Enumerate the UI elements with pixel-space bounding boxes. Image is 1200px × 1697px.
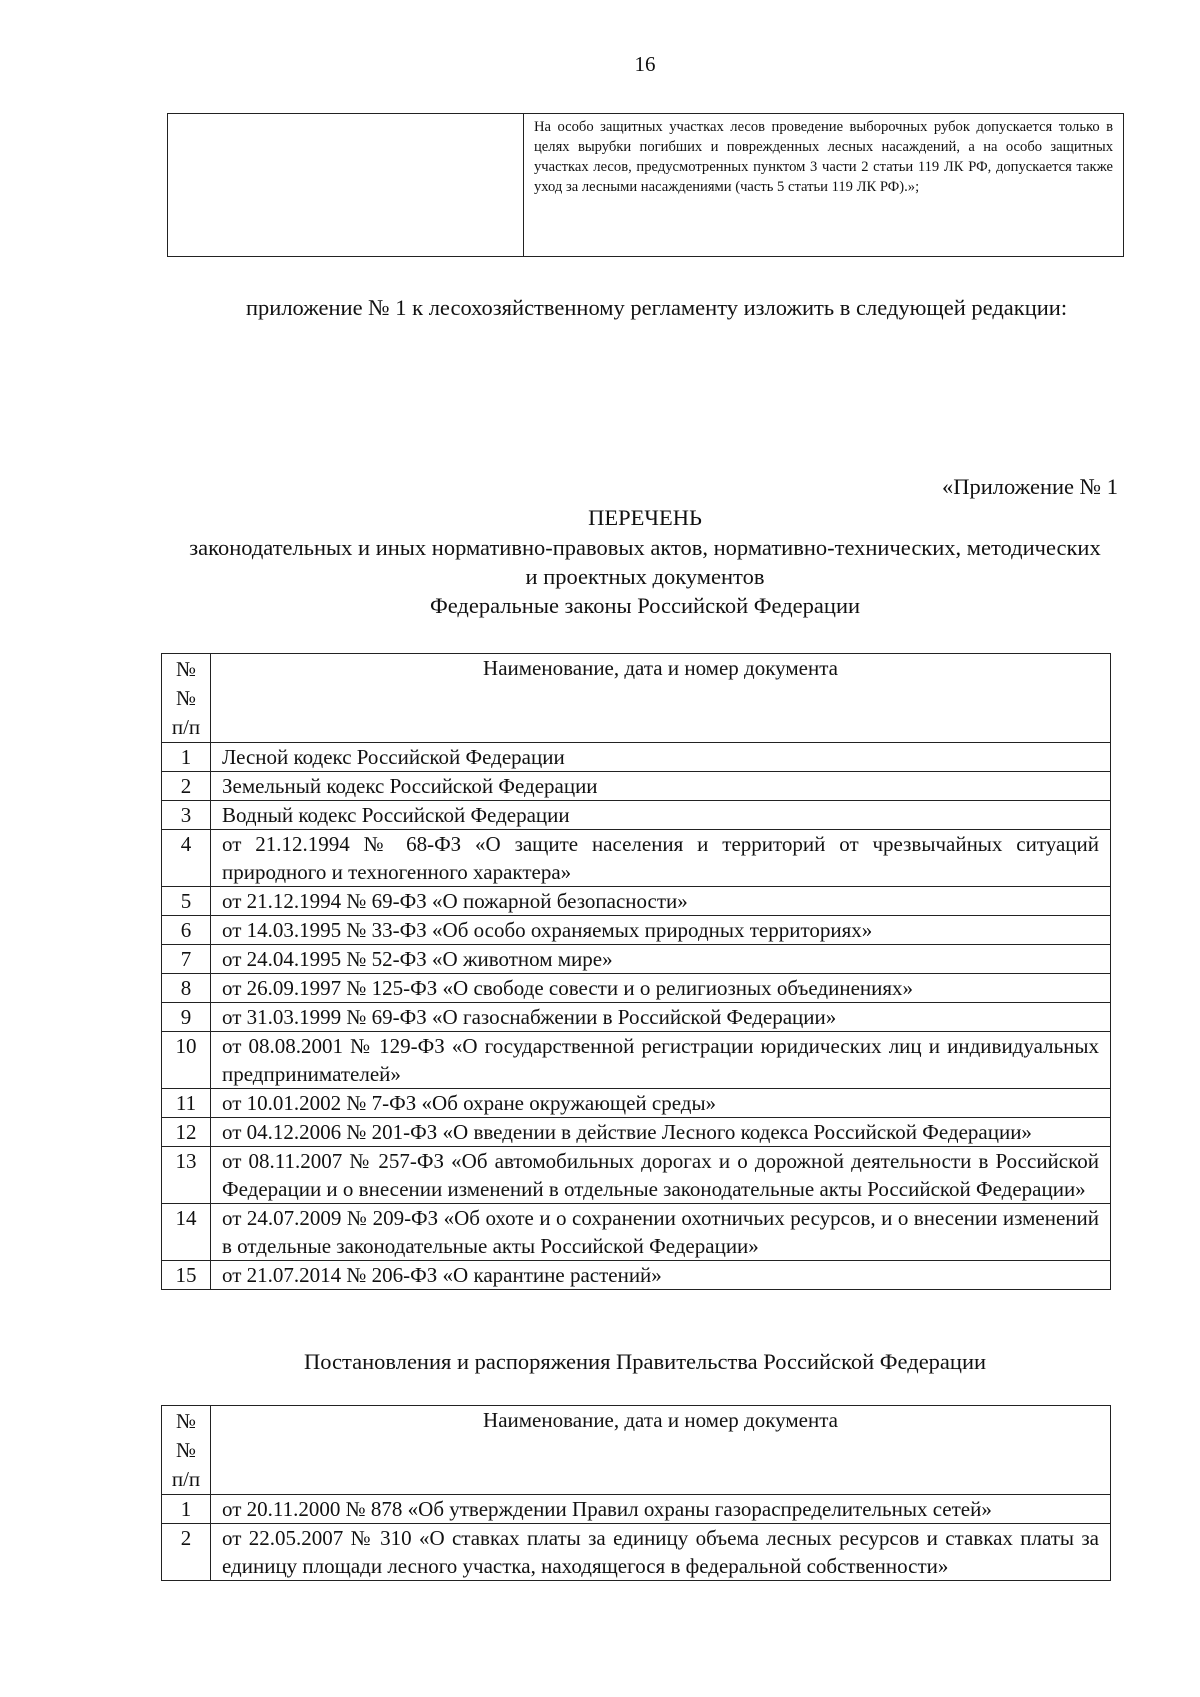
document-name: Водный кодекс Российской Федерации — [211, 801, 1111, 830]
table-row — [162, 1089, 1111, 1118]
table-row — [162, 1524, 1111, 1581]
table-row — [162, 945, 1111, 974]
table-row — [162, 887, 1111, 916]
header-num: №№ п/п — [171, 657, 201, 739]
document-name: от 31.03.1999 № 69-ФЗ «О газоснабжении в Российской Федерации» — [211, 1003, 1111, 1032]
row-number: 1 — [162, 743, 211, 772]
row-number: 5 — [162, 887, 211, 916]
document-name: Лесной кодекс Российской Федерации — [211, 743, 1111, 772]
header-num-cell — [162, 1406, 211, 1495]
table-row — [162, 1495, 1111, 1524]
table-header-row — [162, 654, 1111, 743]
document-name: от 14.03.1995 № 33-ФЗ «Об особо охраняемых природных территориях» — [211, 916, 1111, 945]
document-name: от 22.05.2007 № 310 «О ставках платы за единицу объема лесных ресурсов и ставках платы за единицу площади лесного участка, находящегося в федеральной собственности» — [211, 1524, 1111, 1581]
row-number: 11 — [162, 1089, 211, 1118]
row-number: 1 — [162, 1495, 211, 1524]
table-row — [162, 974, 1111, 1003]
appendix-label: «Приложение № 1 — [942, 474, 1118, 499]
table-row — [162, 801, 1111, 830]
row-number: 14 — [162, 1204, 211, 1261]
list-subtitle-text: законодательных и иных нормативно-правовых актов, нормативно-технических, методических и проектных документов — [189, 535, 1101, 589]
document-name: от 26.09.1997 № 125-ФЗ «О свободе совести и о религиозных объединениях» — [211, 974, 1111, 1003]
header-name-cell: Наименование, дата и номер документа — [211, 654, 1111, 743]
document-name: от 20.11.2000 № 878 «Об утверждении Правил охраны газораспределительных сетей» — [211, 1495, 1111, 1524]
section-heading-government-decrees: Постановления и распоряжения Правительства Российской Федерации — [303, 1349, 987, 1374]
empty-cell — [168, 114, 524, 257]
section-heading-federal-laws: Федеральные законы Российской Федерации — [429, 593, 861, 618]
federal-laws-table — [161, 653, 1111, 1290]
document-name: от 21.12.1994 № 69-ФЗ «О пожарной безопасности» — [211, 887, 1111, 916]
table-row — [162, 1032, 1111, 1089]
table-row — [162, 1261, 1111, 1290]
table-header-row — [162, 1406, 1111, 1495]
row-number: 6 — [162, 916, 211, 945]
row-number: 13 — [162, 1147, 211, 1204]
document-name: от 24.07.2009 № 209-ФЗ «Об охоте и о сохранении охотничьих ресурсов, и о внесении изменений в отдельные законодательные акты Российской Федерации» — [211, 1204, 1111, 1261]
table-row — [162, 1003, 1111, 1032]
table-row — [162, 830, 1111, 887]
table-row — [162, 1204, 1111, 1261]
header-num-cell — [162, 654, 211, 743]
row-number: 2 — [162, 772, 211, 801]
row-number: 12 — [162, 1118, 211, 1147]
government-decrees-table-body — [162, 1406, 1111, 1581]
government-decrees-table — [161, 1405, 1111, 1581]
row-number: 4 — [162, 830, 211, 887]
list-title: ПЕРЕЧЕНЬ — [588, 505, 702, 530]
table-row — [162, 1147, 1111, 1204]
row-number: 8 — [162, 974, 211, 1003]
table-row — [162, 743, 1111, 772]
row-number: 7 — [162, 945, 211, 974]
row-number: 9 — [162, 1003, 211, 1032]
header-num: №№ п/п — [171, 1409, 201, 1491]
row-number: 10 — [162, 1032, 211, 1089]
document-name: от 08.11.2007 № 257-ФЗ «Об автомобильных дорогах и о дорожной деятельности в Российской Федерации и о внесении изменений в отдельные законодательные акты Российской Федерации» — [211, 1147, 1111, 1204]
document-name: от 21.12.1994 № 68-ФЗ «О защите населения и территорий от чрезвычайных ситуаций природного и техногенного характера» — [211, 830, 1111, 887]
document-name: от 04.12.2006 № 201-ФЗ «О введении в действие Лесного кодекса Российской Федерации» — [211, 1118, 1111, 1147]
header-name-cell: Наименование, дата и номер документа — [211, 1406, 1111, 1495]
document-name: от 08.08.2001 № 129-ФЗ «О государственной регистрации юридических лиц и индивидуальных предпринимателей» — [211, 1032, 1111, 1089]
list-subtitle — [0, 533, 1200, 591]
table-row — [162, 1118, 1111, 1147]
row-number: 3 — [162, 801, 211, 830]
document-name: от 24.04.1995 № 52-ФЗ «О животном мире» — [211, 945, 1111, 974]
table-row — [168, 114, 1124, 257]
page-number: 16 — [634, 52, 656, 76]
federal-laws-table-body — [162, 654, 1111, 1290]
document-name: от 10.01.2002 № 7-ФЗ «Об охране окружающей среды» — [211, 1089, 1111, 1118]
row-number: 2 — [162, 1524, 211, 1581]
continued-table — [167, 113, 1124, 257]
intro-paragraph: приложение № 1 к лесохозяйственному регламенту изложить в следующей редакции: — [246, 295, 1068, 320]
table-row — [162, 916, 1111, 945]
document-name: Земельный кодекс Российской Федерации — [211, 772, 1111, 801]
continued-cell-text: На особо защитных участках лесов проведение выборочных рубок допускается только в целях вырубки погибших и поврежденных лесных насаждений, а на особо защитных участках лесов, предусмотренных пунктом 3 части 2 статьи 119 ЛК РФ, допускается также уход за лесными насаждениями (часть 5 статьи 119 ЛК РФ).»; — [524, 114, 1124, 257]
row-number: 15 — [162, 1261, 211, 1290]
table-row — [162, 772, 1111, 801]
document-name: от 21.07.2014 № 206-ФЗ «О карантине растений» — [211, 1261, 1111, 1290]
